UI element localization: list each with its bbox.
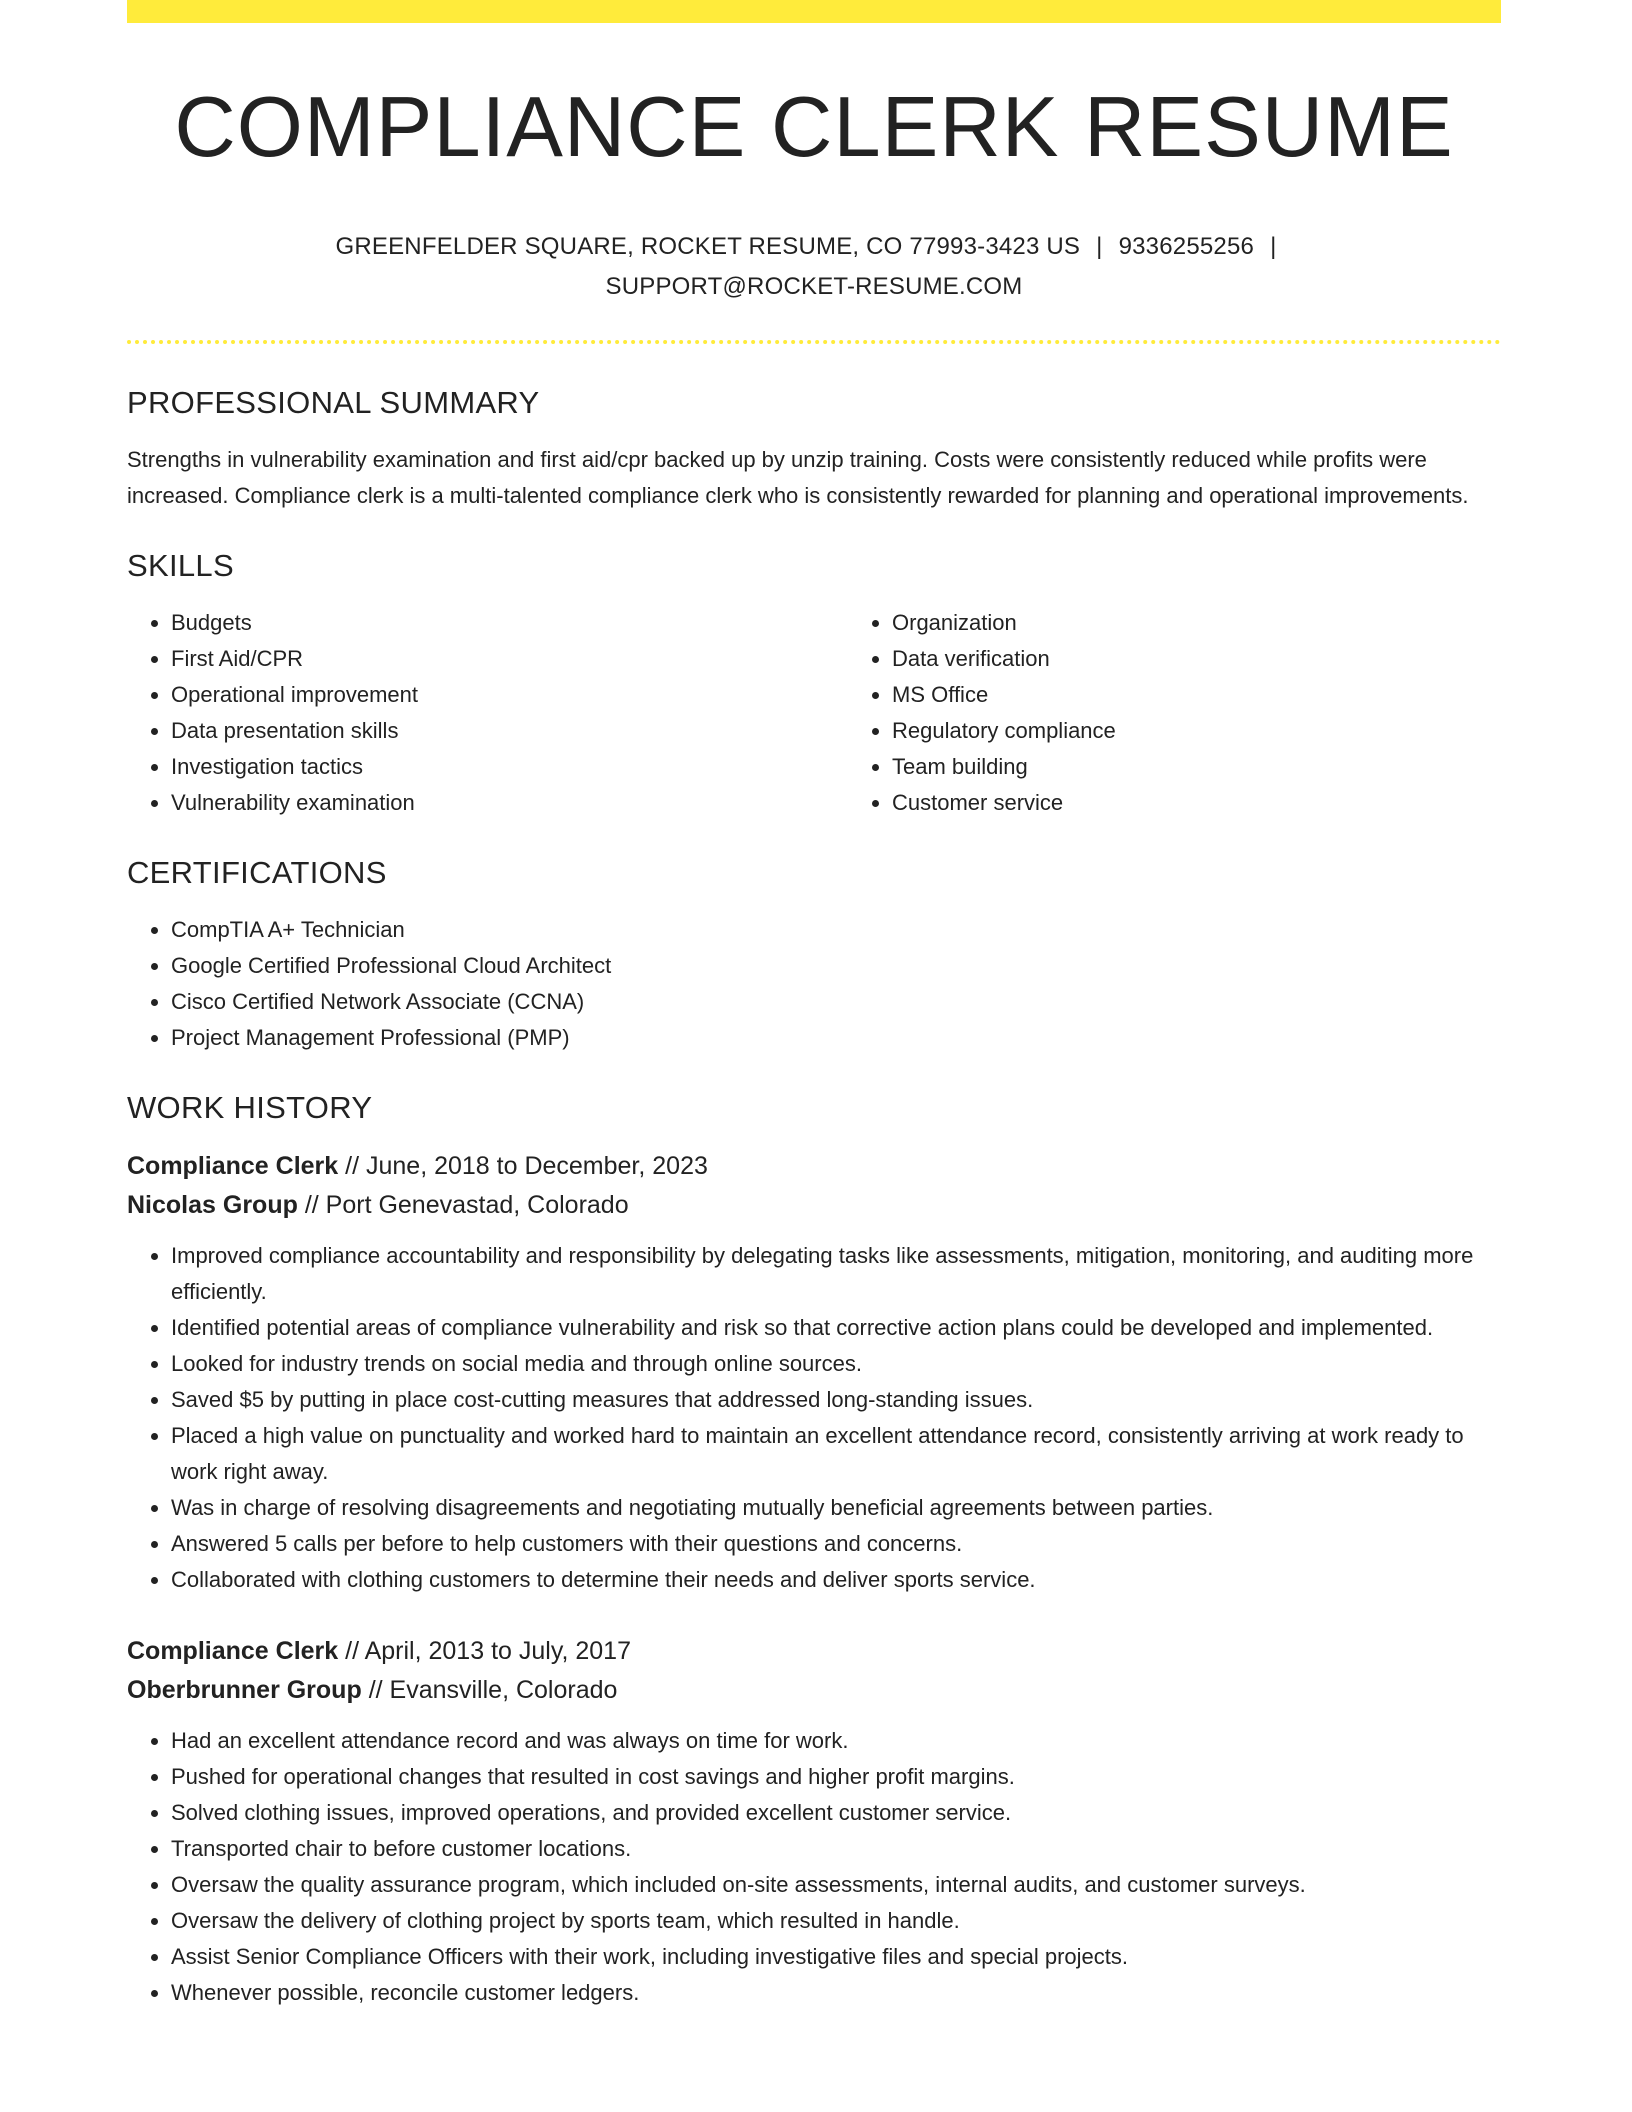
list-item: • Data verification [892, 641, 1116, 677]
list-item: • Data presentation skills [171, 713, 848, 749]
list-item: • Placed a high value on punctuality and worked hard to maintain an excellent attendance record, consistently arriving at work ready to work right away. [171, 1418, 1501, 1490]
job-location: // Port Genevastad, Colorado [304, 1191, 629, 1220]
job-company-line [127, 1671, 1501, 1710]
summary-section [127, 386, 1501, 514]
list-item: • Cisco Certified Network Associate (CCNA) [171, 984, 1501, 1020]
list-item: • Vulnerability examination [171, 785, 848, 821]
job-bullets [127, 1723, 1501, 2011]
job-location: // Evansville, Colorado [368, 1676, 618, 1705]
list-item: • Google Certified Professional Cloud Architect [171, 948, 1501, 984]
skills-section [127, 549, 1501, 821]
job-dates: // April, 2013 to July, 2017 [345, 1637, 631, 1666]
contact-phone: 9336255256 [1118, 232, 1255, 260]
certifications-heading: CERTIFICATIONS [127, 855, 387, 891]
list-item: • Investigation tactics [171, 749, 848, 785]
list-item: • Organization [892, 605, 1116, 641]
list-item: • First Aid/CPR [171, 641, 848, 677]
list-item: • Oversaw the quality assurance program, which included on-site assessments, internal audits, and customer surveys. [171, 1867, 1501, 1903]
resume-page [127, 0, 1501, 2011]
top-accent-bar [127, 0, 1501, 23]
list-item: • Collaborated with clothing customers to determine their needs and deliver sports service. [171, 1562, 1501, 1598]
skills-heading: SKILLS [127, 548, 234, 584]
list-item: • Had an excellent attendance record and was always on time for work. [171, 1723, 1501, 1759]
work-history-section [127, 1091, 1501, 2011]
list-item: • Assist Senior Compliance Officers with their work, including investigative files and special projects. [171, 1939, 1501, 1975]
job-company-line [127, 1186, 1501, 1225]
contact-separator: | [1270, 232, 1277, 260]
contact-email: SUPPORT@ROCKET-RESUME.COM [605, 272, 1023, 300]
job-bullets [127, 1238, 1501, 1598]
job-entry [127, 1632, 1501, 2011]
list-item: • Was in charge of resolving disagreements and negotiating mutually beneficial agreements between parties. [171, 1490, 1501, 1526]
list-item: • Oversaw the delivery of clothing project by sports team, which resulted in handle. [171, 1903, 1501, 1939]
list-item: • Whenever possible, reconcile customer ledgers. [171, 1975, 1501, 2011]
list-item: • Improved compliance accountability and responsibility by delegating tasks like assessments, mitigation, monitoring, and auditing more efficiently. [171, 1238, 1501, 1310]
list-item: • CompTIA A+ Technician [171, 912, 1501, 948]
list-item: • Answered 5 calls per before to help customers with their questions and concerns. [171, 1526, 1501, 1562]
job-title: Compliance Clerk [127, 1637, 339, 1666]
list-item: • Looked for industry trends on social media and through online sources. [171, 1346, 1501, 1382]
certifications-section [127, 856, 1501, 1056]
list-item: • Budgets [171, 605, 848, 641]
job-title: Compliance Clerk [127, 1152, 339, 1181]
summary-text: Strengths in vulnerability examination and first aid/cpr backed up by unzip training. Costs were consistently reduced while profits were increased. Compliance clerk is a multi-talented compliance clerk who is consistently rewarded for planning and operational improvements. [127, 447, 1469, 509]
summary-heading: PROFESSIONAL SUMMARY [127, 384, 540, 420]
contact-address: GREENFELDER SQUARE, ROCKET RESUME, CO 77993-3423 US [335, 232, 1081, 260]
list-item: • Project Management Professional (PMP) [171, 1020, 1501, 1056]
job-title-line [127, 1147, 1501, 1186]
job-entry [127, 1147, 1501, 1598]
skills-columns [127, 605, 1501, 821]
list-item: • MS Office [892, 677, 1116, 713]
list-item: • Identified potential areas of compliance vulnerability and risk so that corrective action plans could be developed and implemented. [171, 1310, 1501, 1346]
list-item: • Operational improvement [171, 677, 848, 713]
dotted-divider [127, 340, 1501, 344]
list-item: • Pushed for operational changes that resulted in cost savings and higher profit margins. [171, 1759, 1501, 1795]
resume-title: COMPLIANCE CLERK RESUME [174, 80, 1454, 175]
skills-list-left [127, 605, 848, 821]
list-item: • Transported chair to before customer locations. [171, 1831, 1501, 1867]
list-item: • Regulatory compliance [892, 713, 1116, 749]
job-title-line [127, 1632, 1501, 1671]
list-item: • Saved $5 by putting in place cost-cutting measures that addressed long-standing issues. [171, 1382, 1501, 1418]
list-item: • Solved clothing issues, improved operations, and provided excellent customer service. [171, 1795, 1501, 1831]
job-company: Oberbrunner Group [127, 1676, 362, 1705]
contact-info [127, 227, 1501, 307]
list-item: • Team building [892, 749, 1116, 785]
job-company: Nicolas Group [127, 1191, 298, 1220]
job-dates: // June, 2018 to December, 2023 [345, 1152, 708, 1181]
work-history-heading: WORK HISTORY [127, 1090, 373, 1126]
list-item: • Customer service [892, 785, 1116, 821]
skills-list-right [848, 605, 1116, 821]
contact-separator: | [1096, 232, 1103, 260]
certifications-list [127, 912, 1501, 1056]
